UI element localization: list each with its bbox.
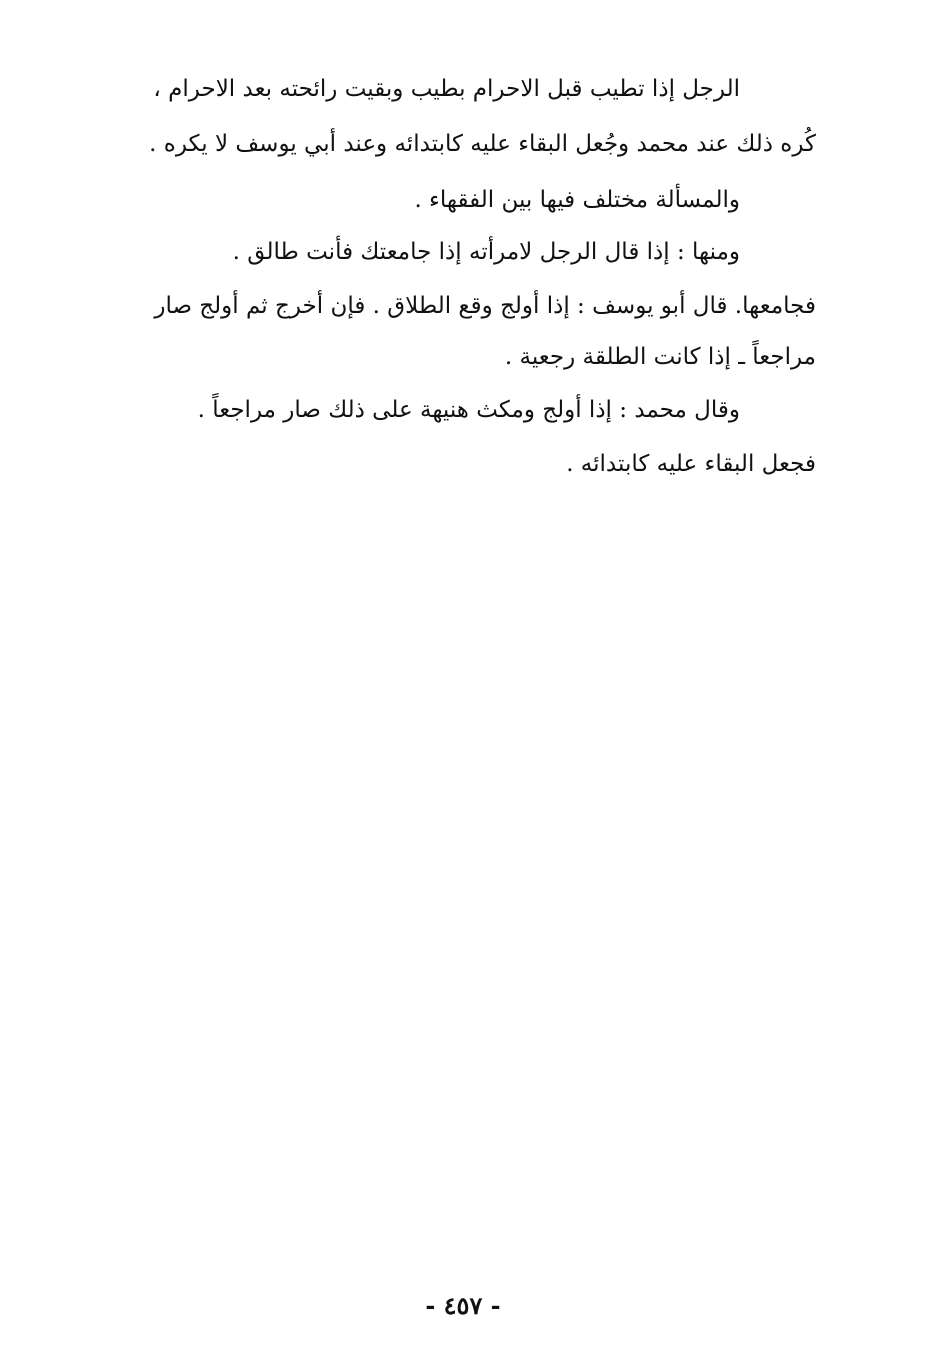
page-number: - ٤٥٧ - (425, 1291, 501, 1320)
text-line-5: فجامعها. قال أبو يوسف : إذا أولج وقع الطلاق . فإن أخرج ثم أولج صار (154, 293, 816, 319)
text-line-1: الرجل إذا تطيب قبل الاحرام بطيب وبقيت رائحته بعد الاحرام ، (153, 76, 740, 102)
text-line-2: كُره ذلك عند محمد وجُعل البقاء عليه كابتدائه وعند أبي يوسف لا يكره . (149, 131, 816, 157)
text-line-8: فجعل البقاء عليه كابتدائه . (566, 451, 816, 477)
text-line-4: ومنها : إذا قال الرجل لامرأته إذا جامعتك فأنت طالق . (232, 239, 740, 265)
text-line-6: مراجعاً ـ إذا كانت الطلقة رجعية . (504, 344, 816, 370)
text-line-7: وقال محمد : إذا أولج ومكث هنيهة على ذلك صار مراجعاً . (197, 397, 740, 423)
text-line-3: والمسألة مختلف فيها بين الفقهاء . (414, 187, 740, 213)
